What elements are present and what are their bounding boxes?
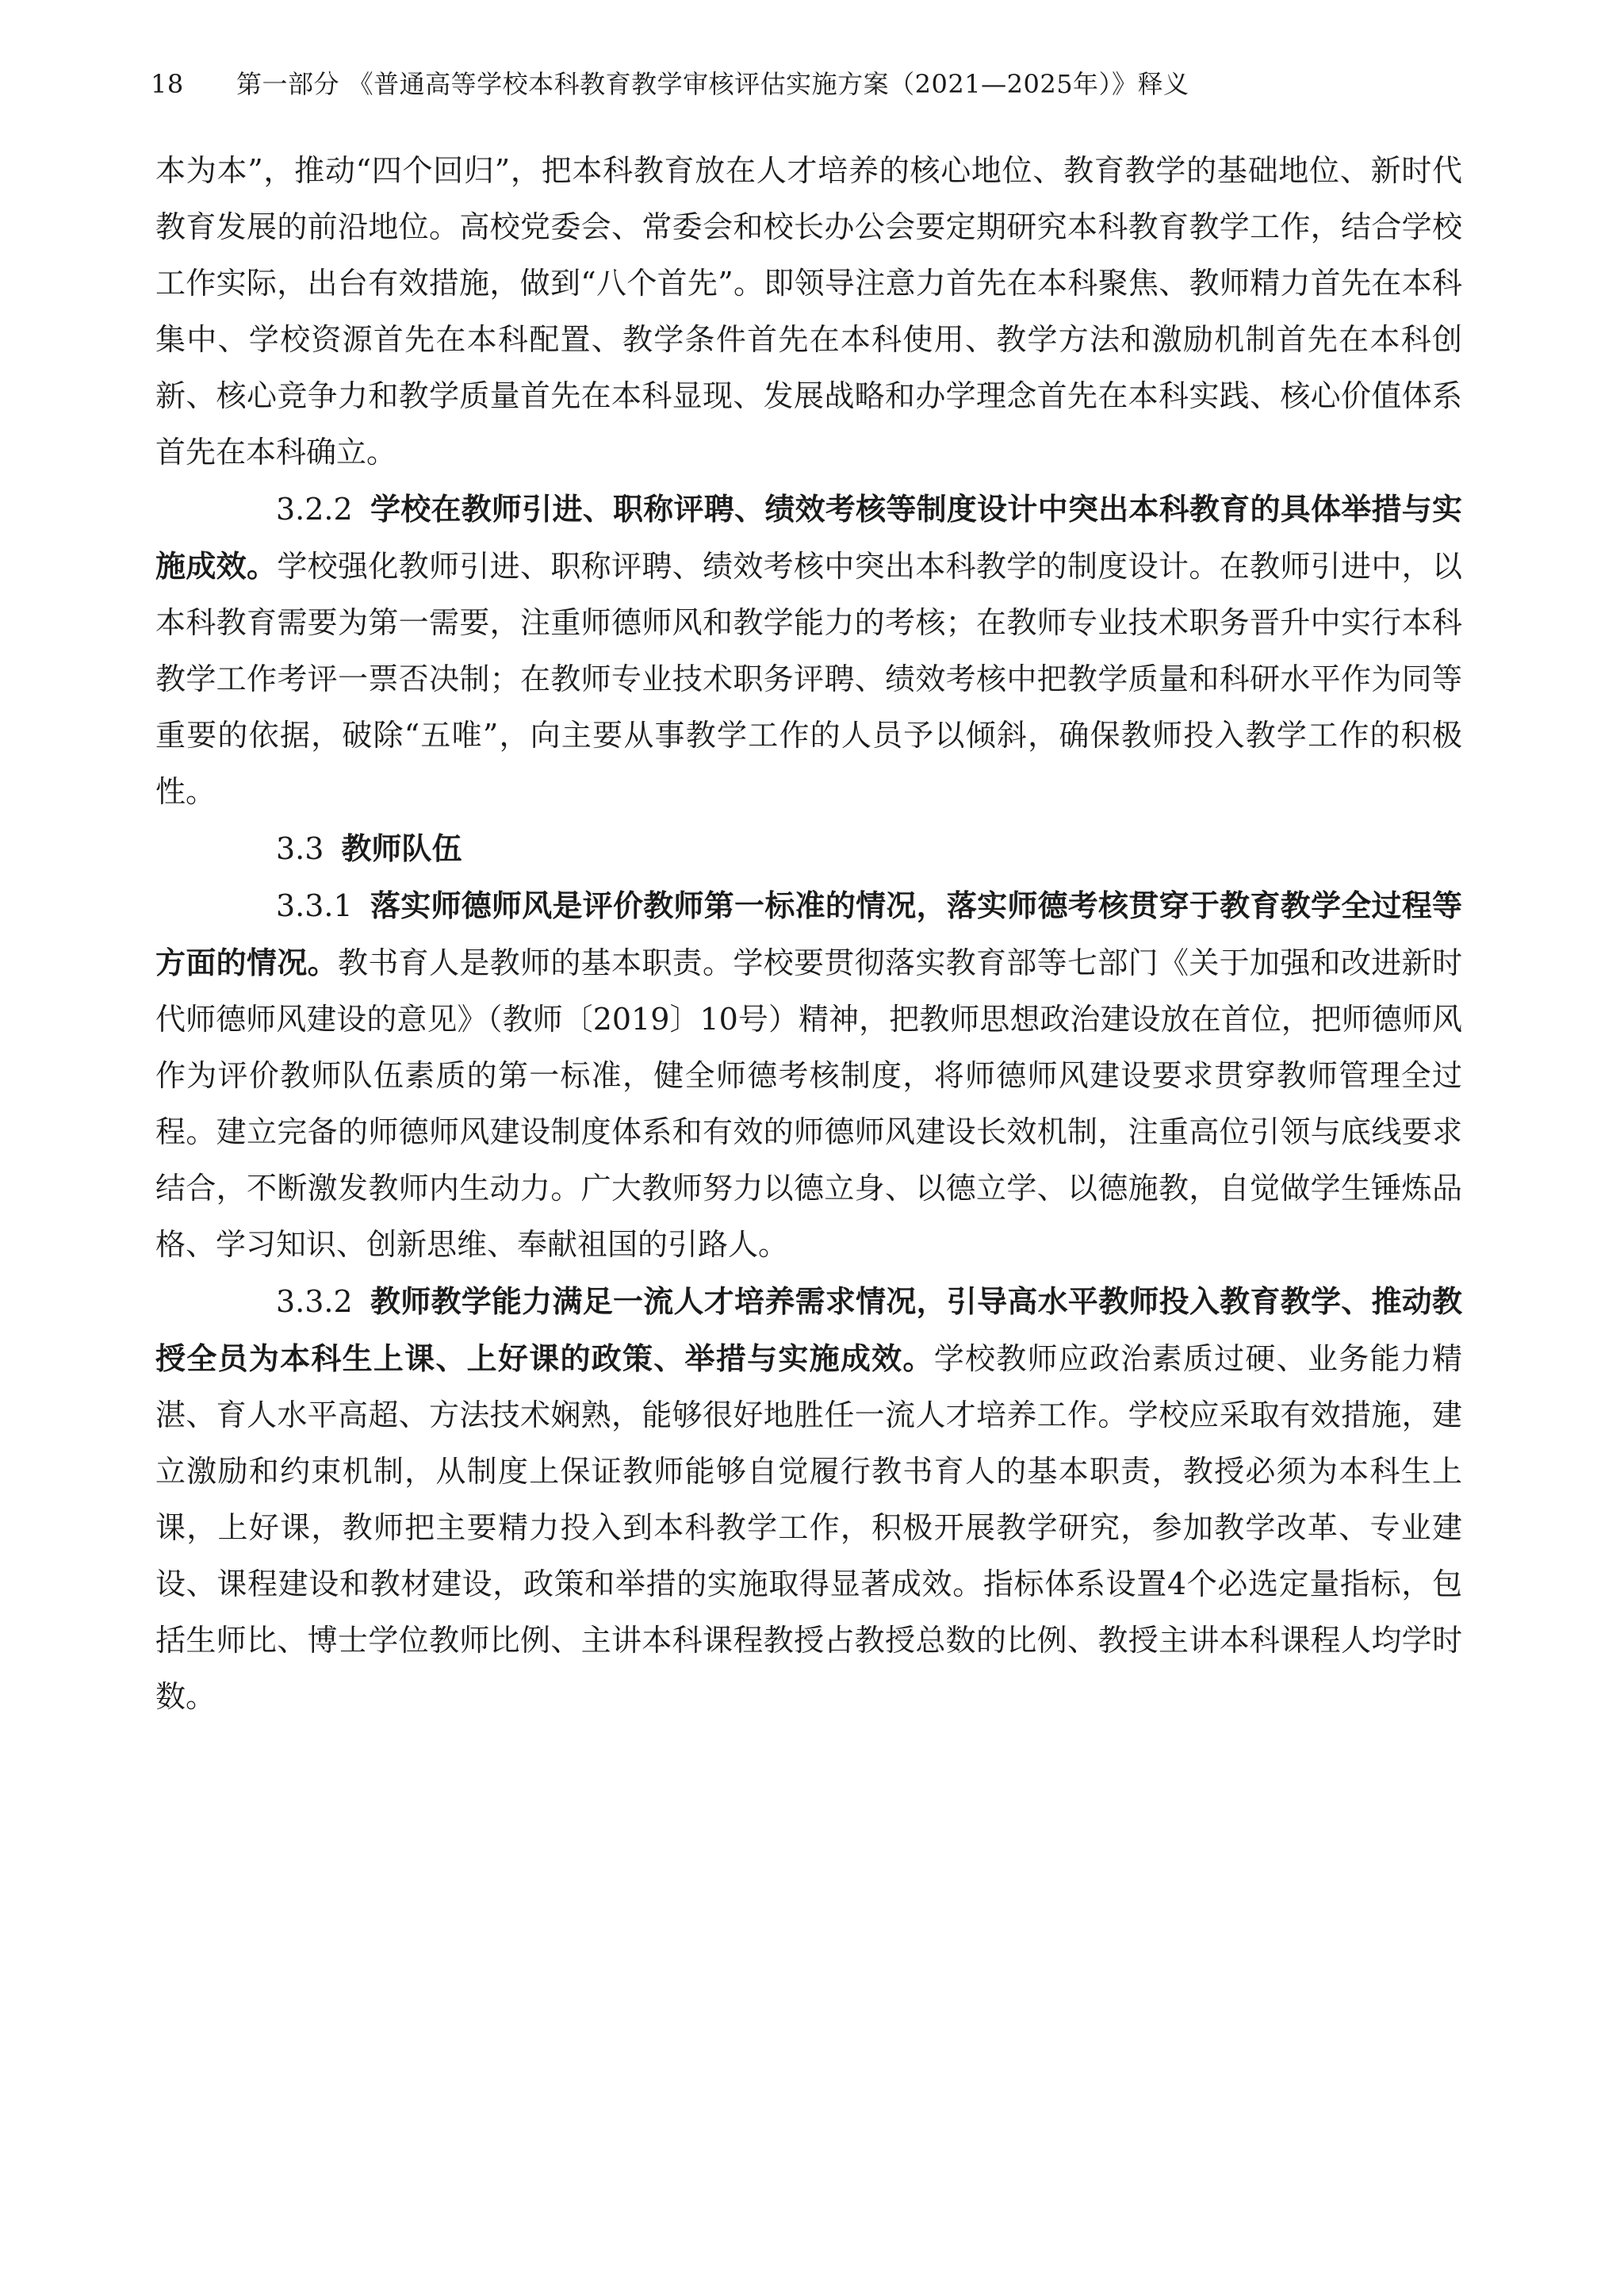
section-heading: 落实师德师风是评价教师第一标准的情况，落实师德考核贯穿于教育教学全过程等方面的情况。 — [155, 888, 1462, 980]
page-number: 18 — [151, 69, 184, 99]
section-number: 3.2.2 — [276, 492, 353, 527]
header-title: 第一部分 《普通高等学校本科教育教学审核评估实施方案（2021—2025年）》释义 — [236, 69, 1189, 99]
section-text: 学校强化教师引进、职称评聘、绩效考核中突出本科教学的制度设计。在教师引进中，以本科教育需要为第一需要，注重师德师风和教学能力的考核；在教师专业技术职务晋升中实行本科教学工作考评一票否决制；在教师专业技术职务评聘、绩效考核中把教学质量和科研水平作为同等重要的依据，破除“五唯”，向主要从事教学工作的人员予以倾斜，确保教师投入教学工作的积极性。 — [155, 549, 1462, 809]
section-heading: 教师队伍 — [341, 830, 462, 866]
section-number: 3.3 — [276, 831, 324, 866]
section-number: 3.3.1 — [276, 888, 353, 923]
section-3-3-2 — [155, 1273, 1462, 1725]
body-text — [155, 143, 1462, 1725]
section-3-3-1 — [155, 877, 1462, 1273]
section-heading: 教师教学能力满足一流人才培养需求情况，引导高水平教师投入教育教学、推动教授全员为本科生上课、上好课的政策、举措与实施成效。 — [155, 1283, 1462, 1376]
running-header — [151, 67, 1189, 102]
section-3-2-2 — [155, 481, 1462, 820]
section-number: 3.3.2 — [276, 1284, 353, 1319]
paragraph-continued: 本为本”，推动“四个回归”，把本科教育放在人才培养的核心地位、教育教学的基础地位、新时代教育发展的前沿地位。高校党委会、常委会和校长办公会要定期研究本科教育教学工作，结合学校工作实际，出台有效措施，做到“八个首先”。即领导注意力首先在本科聚焦、教师精力首先在本科集中、学校资源首先在本科配置、教学条件首先在本科使用、教学方法和激励机制首先在本科创新、核心竞争力和教学质量首先在本科显现、发展战略和办学理念首先在本科实践、核心价值体系首先在本科确立。 — [155, 153, 1462, 470]
section-3-3 — [155, 820, 1462, 877]
section-text: 教书育人是教师的基本职责。学校要贯彻落实教育部等七部门《关于加强和改进新时代师德师风建设的意见》（教师〔2019〕10号）精神，把教师思想政治建设放在首位，把师德师风作为评价教师队伍素质的第一标准，健全师德考核制度，将师德师风建设要求贯穿教师管理全过程。建立完备的师德师风建设制度体系和有效的师德师风建设长效机制，注重高位引领与底线要求结合，不断激发教师内生动力。广大教师努力以德立身、以德立学、以德施教，自觉做学生锤炼品格、学习知识、创新思维、奉献祖国的引路人。 — [155, 945, 1462, 1262]
section-text: 学校教师应政治素质过硬、业务能力精湛、育人水平高超、方法技术娴熟，能够很好地胜任一流人才培养工作。学校应采取有效措施，建立激励和约束机制，从制度上保证教师能够自觉履行教书育人的基本职责，教授必须为本科生上课，上好课，教师把主要精力投入到本科教学工作，积极开展教学研究，参加教学改革、专业建设、课程建设和教材建设，政策和举措的实施取得显著成效。指标体系设置4个必选定量指标，包括生师比、博士学位教师比例、主讲本科课程教授占教授总数的比例、教授主讲本科课程人均学时数。 — [155, 1341, 1462, 1714]
section-heading: 学校在教师引进、职称评聘、绩效考核等制度设计中突出本科教育的具体举措与实施成效。 — [155, 491, 1462, 584]
